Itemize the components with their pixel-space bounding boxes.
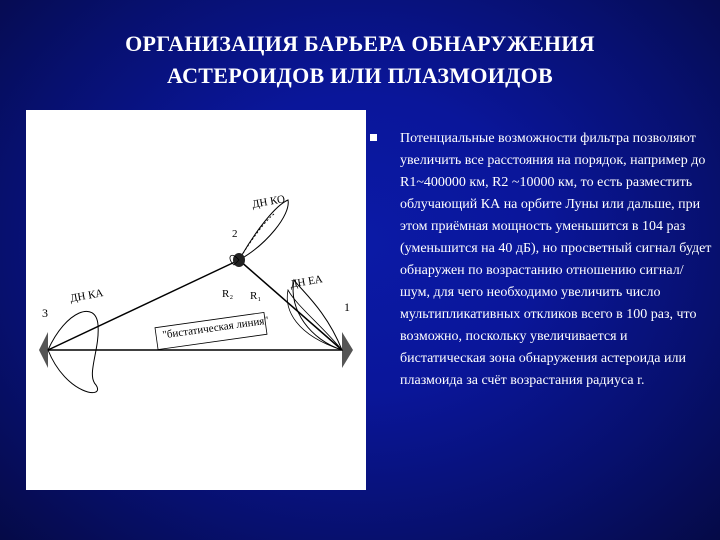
label-dn-ko: ДН КО <box>251 193 287 211</box>
object-antenna-pattern <box>239 200 288 260</box>
label-point-3: 3 <box>42 306 48 320</box>
bullet-square-icon <box>370 134 377 141</box>
slide-title-line-1: ОРГАНИЗАЦИЯ БАРЬЕРА ОБНАРУЖЕНИЯ <box>125 31 595 56</box>
right-station-marker <box>342 332 353 368</box>
label-point-1: 1 <box>344 300 350 314</box>
label-bistatic-line: "бистатическая линия" <box>161 314 270 342</box>
label-dn-ka: ДН КА <box>69 287 105 305</box>
label-r2: R₂ <box>222 288 234 300</box>
bistatic-diagram <box>26 110 366 490</box>
left-station-marker <box>39 332 48 368</box>
range-line-r2 <box>48 260 239 350</box>
slide-title <box>0 28 720 92</box>
bullet-text: Потенциальные возможности фильтра позволяют увеличить все расстояния на порядок, например до R1~400000 км, R2 ~10000 км, то есть разместить облучающий КА на орбите Луны или дальше, при этом приёмная мощность уменьшится в 104 раз (уменьшится на 40 дБ), но просветный сигнал будет обнаружен по возрастанию отношению сигнал/шум, для чего необходимо увеличить число мультипликативных откликов всего в 100 раз, что возможно, поскольку увеличивается и бистатическая зона обнаружения астероида или плазмоида за счёт возрастания радиуса r. <box>400 131 712 388</box>
slide-title-line-2: АСТЕРОИДОВ ИЛИ ПЛАЗМОИДОВ <box>167 63 553 88</box>
label-dn-ea: ДН ЕА <box>289 273 324 291</box>
left-antenna-pattern <box>48 311 98 392</box>
range-line-r1 <box>239 260 342 350</box>
label-point-2: 2 <box>232 228 238 240</box>
label-r1: R₁ <box>250 290 262 302</box>
right-antenna-pattern-inner <box>287 290 342 350</box>
